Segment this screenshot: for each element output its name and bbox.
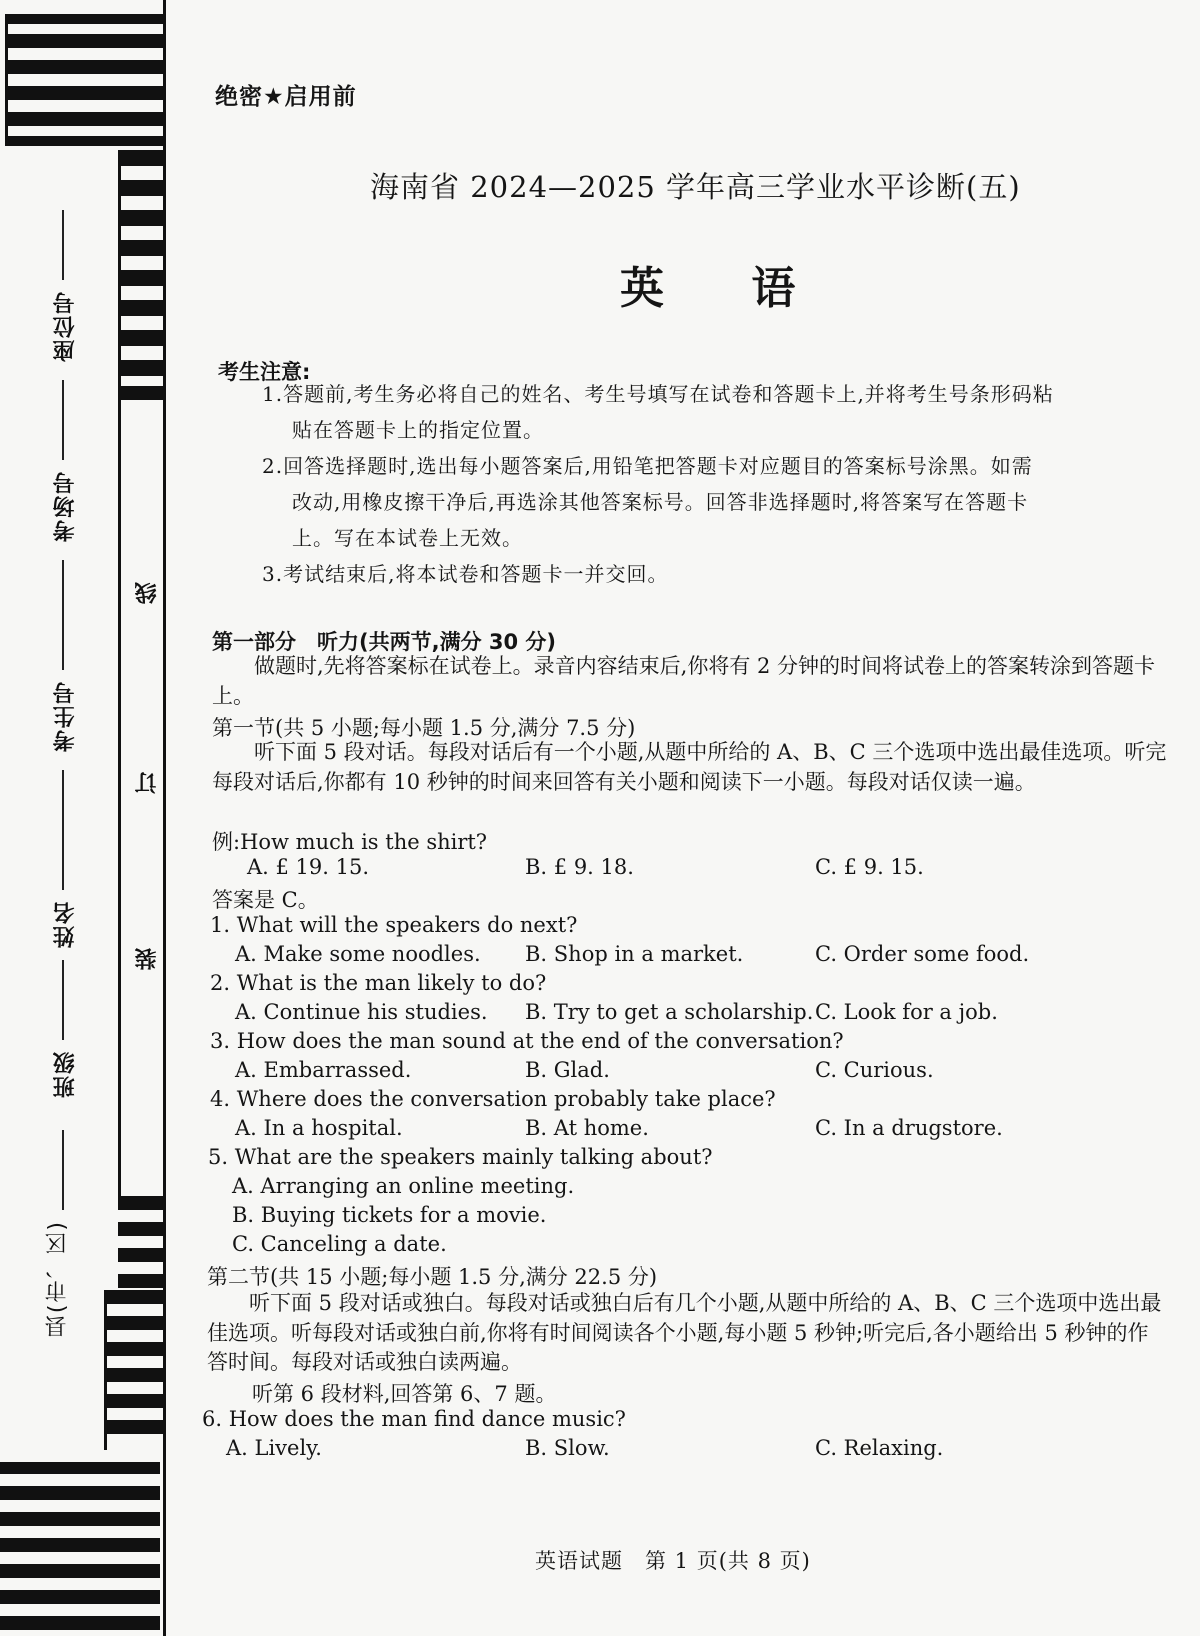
name-label: 姓名 [53, 900, 78, 948]
subject-title: 英 语 [620, 263, 832, 314]
q2-option-b[interactable]: B. Try to get a scholarship. [525, 1000, 814, 1024]
notice-item-1: 1.答题前,考生务必将自己的姓名、考生号填写在试卷和答题卡上,并将考生号条形码粘 贴在答题卡上的指定位置。 [262, 382, 1054, 442]
q3-option-c[interactable]: C. Curious. [815, 1058, 934, 1082]
q5-option-a[interactable]: A. Arranging an online meeting. [232, 1174, 575, 1198]
q2-option-c[interactable]: C. Look for a job. [815, 1000, 998, 1024]
part1-heading: 第一部分 听力(共两节,满分 30 分) [212, 630, 557, 654]
q3-option-b[interactable]: B. Glad. [525, 1058, 610, 1082]
example-option-a: A. £ 19. 15. [247, 855, 370, 879]
notice-item-3: 3.考试结束后,将本试卷和答题卡一并交回。 [262, 562, 669, 586]
q4-option-b[interactable]: B. At home. [525, 1116, 649, 1140]
question-4: 4. Where does the conversation probably take place? [210, 1087, 776, 1111]
q6-option-a[interactable]: A. Lively. [226, 1436, 322, 1460]
exam-title: 海南省 2024—2025 学年高三学业水平诊断(五) [370, 170, 1021, 204]
question-6: 6. How does the man find dance music? [202, 1407, 626, 1431]
q6-option-b[interactable]: B. Slow. [525, 1436, 610, 1460]
q1-option-b[interactable]: B. Shop in a market. [525, 942, 744, 966]
notice-heading: 考生注意: [218, 360, 311, 384]
q3-option-a[interactable]: A. Embarrassed. [235, 1058, 412, 1082]
section1-heading: 第一节(共 5 小题;每小题 1.5 分,满分 7.5 分) [212, 716, 636, 740]
question-2: 2. What is the man likely to do? [210, 971, 547, 995]
binding-strip [0, 0, 180, 1636]
cut-mark-bind: 装 [135, 948, 160, 970]
q2-option-a[interactable]: A. Continue his studies. [235, 1000, 488, 1024]
class-blank[interactable] [62, 960, 64, 1040]
q6-option-c[interactable]: C. Relaxing. [815, 1436, 944, 1460]
seat-number-blank[interactable] [62, 210, 64, 280]
room-number-blank[interactable] [62, 380, 64, 460]
confidential-mark: 绝密★启用前 [215, 84, 357, 110]
example-answer: 答案是 C。 [212, 888, 319, 912]
question-3: 3. How does the man sound at the end of the conversation? [210, 1029, 844, 1053]
part1-intro: 做题时,先将答案标在试卷上。录音内容结束后,你将有 2 分钟的时间将试卷上的答案转涂到答题卡上。 [212, 654, 1156, 708]
q4-option-c[interactable]: C. In a drugstore. [815, 1116, 1003, 1140]
section1-intro: 听下面 5 段对话。每段对话后有一个小题,从题中所给的 A、B、C 三个选项中选出最佳选项。听完每段对话后,你都有 10 秒钟的时间来回答有关小题和阅读下一小题。每段对话仅读一遍。 [212, 740, 1167, 794]
example-question: 例:How much is the shirt? [212, 830, 488, 854]
county-label: 县(市、区) [45, 1220, 70, 1338]
section2-intro: 听下面 5 段对话或独白。每段对话或独白后有几个小题,从题中所给的 A、B、C 三个选项中选出最佳选项。听每段对话或独白前,你将有时间阅读各个小题,每小题 5 秒钟;听完后,各小题给出 5 秒钟的作答时间。每段对话或独白读两遍。 [207, 1291, 1162, 1375]
question-5: 5. What are the speakers mainly talking about? [208, 1145, 713, 1169]
example-option-c: C. £ 9. 15. [815, 855, 924, 879]
question-1: 1. What will the speakers do next? [210, 913, 578, 937]
candidate-number-label: 考生号 [53, 680, 78, 752]
room-number-label: 考场号 [53, 470, 78, 542]
name-blank[interactable] [62, 770, 64, 890]
q1-option-c[interactable]: C. Order some food. [815, 942, 1030, 966]
q1-option-a[interactable]: A. Make some noodles. [235, 942, 481, 966]
page-footer: 英语试题 第 1 页(共 8 页) [535, 1549, 811, 1573]
material-6-instruction: 听第 6 段材料,回答第 6、7 题。 [252, 1382, 557, 1406]
example-option-b: B. £ 9. 18. [525, 855, 634, 879]
q4-option-a[interactable]: A. In a hospital. [235, 1116, 403, 1140]
cut-mark-line: 线 [135, 582, 160, 604]
notice-item-2: 2.回答选择题时,选出每小题答案后,用铅笔把答题卡对应题目的答案标号涂黑。如需 改动,用橡皮擦干净后,再选涂其他答案标号。回答非选择题时,将答案写在答题卡 上。写在本试卷上无效。 [262, 454, 1033, 550]
q5-option-c[interactable]: C. Canceling a date. [232, 1232, 447, 1256]
candidate-number-blank[interactable] [62, 560, 64, 670]
cut-mark-staple: 订 [135, 772, 160, 794]
county-blank[interactable] [62, 1130, 64, 1210]
seat-number-label: 座位号 [53, 290, 78, 362]
section2-heading: 第二节(共 15 小题;每小题 1.5 分,满分 22.5 分) [207, 1265, 658, 1289]
class-label: 班级 [53, 1050, 78, 1098]
q5-option-b[interactable]: B. Buying tickets for a movie. [232, 1203, 547, 1227]
